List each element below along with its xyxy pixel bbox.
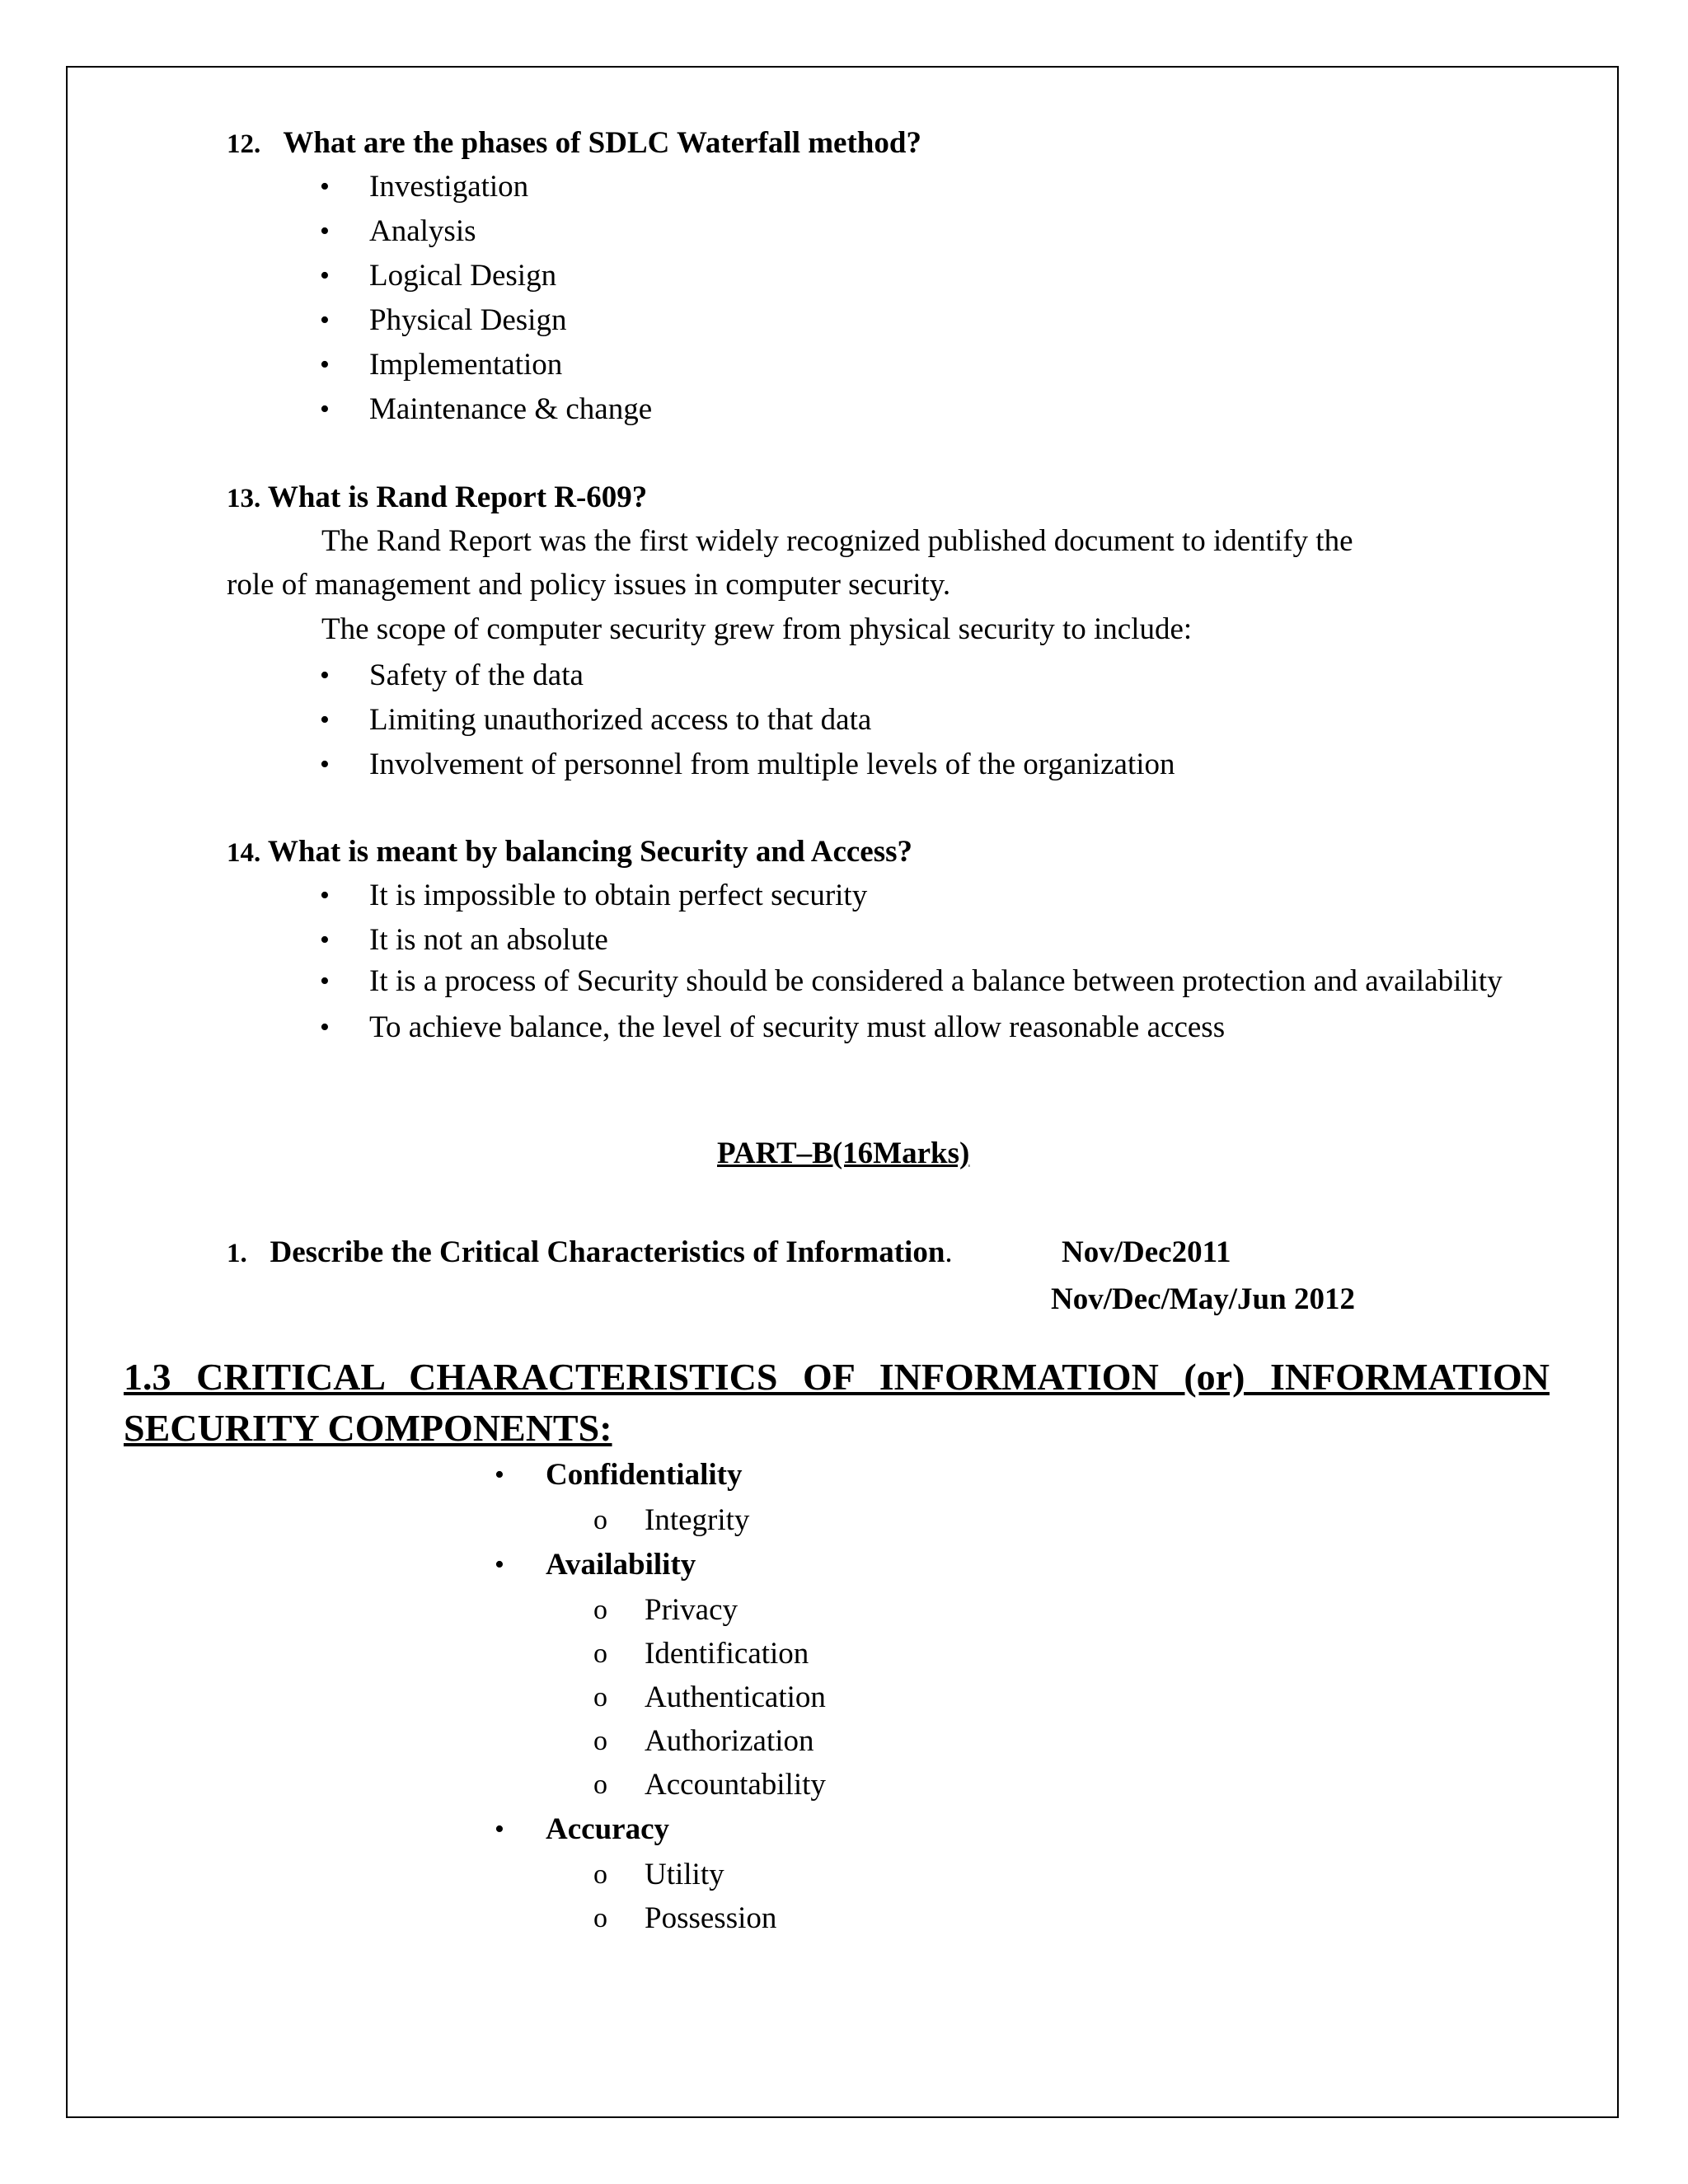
question-period: . (945, 1235, 953, 1269)
paragraph: The scope of computer security grew from physical security to include: (321, 612, 1193, 646)
list-item: • Safety of the data (320, 654, 1175, 698)
exam-date: Nov/Dec2011 (1062, 1235, 1231, 1269)
question-title: What is Rand Report R-609? (267, 480, 648, 514)
list-item: • Physical Design (320, 298, 652, 343)
sub-item: o Possession (593, 1896, 826, 1940)
list-item: • It is a process of Security should be considered a balance between protection and availability (320, 963, 1515, 1001)
part-b-heading: PART–B(16Marks) (717, 1137, 970, 1170)
question-title: What are the phases of SDLC Waterfall method? (283, 126, 921, 160)
question-13 (227, 480, 647, 515)
section-heading: 1.3 CRITICAL CHARACTERISTICS OF INFORMATION (or) INFORMATION SECURITY COMPONENTS: (124, 1356, 1550, 1449)
exam-date: Nov/Dec/May/Jun 2012 (1051, 1282, 1355, 1316)
sub-item: o Privacy (593, 1588, 826, 1632)
list-item: • It is not an absolute (320, 918, 1515, 963)
question-14 (227, 834, 912, 869)
sub-item: o Integrity (593, 1498, 826, 1542)
q13-list (320, 654, 1175, 787)
sub-item: o Accountability (593, 1763, 826, 1807)
question-number: 1. (227, 1239, 247, 1268)
list-item (495, 1807, 826, 1940)
list-item: • Logical Design (320, 254, 652, 298)
sub-item: o Identification (593, 1632, 826, 1675)
list-item: • Implementation (320, 343, 652, 387)
components-list (495, 1452, 826, 1940)
question-number: 13. (227, 484, 261, 513)
sub-list (546, 1853, 826, 1940)
list-item: • Limiting unauthorized access to that data (320, 698, 1175, 743)
list-item: • Involvement of personnel from multiple levels of the organization (320, 743, 1175, 787)
list-item: • Analysis (320, 209, 652, 254)
sub-item: o Authentication (593, 1675, 826, 1719)
list-item (495, 1542, 826, 1807)
paragraph-line: role of management and policy issues in computer security. (227, 568, 951, 602)
q12-list (320, 165, 652, 432)
question-number: 12. (227, 129, 261, 159)
list-item: • To achieve balance, the level of security must allow reasonable access (320, 1005, 1515, 1050)
component-label: Availability (546, 1548, 696, 1582)
question-number: 14. (227, 838, 261, 868)
part-b-question-1 (227, 1235, 953, 1270)
question-12 (227, 125, 921, 161)
list-item: • It is impossible to obtain perfect security (320, 874, 1515, 918)
list-item: • Investigation (320, 165, 652, 209)
page-border (66, 66, 1619, 2118)
component-label: Accuracy (546, 1812, 669, 1846)
q14-list (320, 874, 1515, 1050)
sub-item: o Utility (593, 1853, 826, 1896)
sub-list (546, 1588, 826, 1807)
paragraph-line: The Rand Report was the first widely recognized published document to identify the (321, 524, 1353, 558)
sub-item: o Authorization (593, 1719, 826, 1763)
sub-list (546, 1498, 826, 1542)
list-item (495, 1452, 826, 1542)
list-item: • Maintenance & change (320, 387, 652, 432)
question-title: Describe the Critical Characteristics of Information (270, 1235, 945, 1269)
question-title: What is meant by balancing Security and Access? (267, 835, 913, 869)
component-label: Confidentiality (546, 1458, 743, 1492)
